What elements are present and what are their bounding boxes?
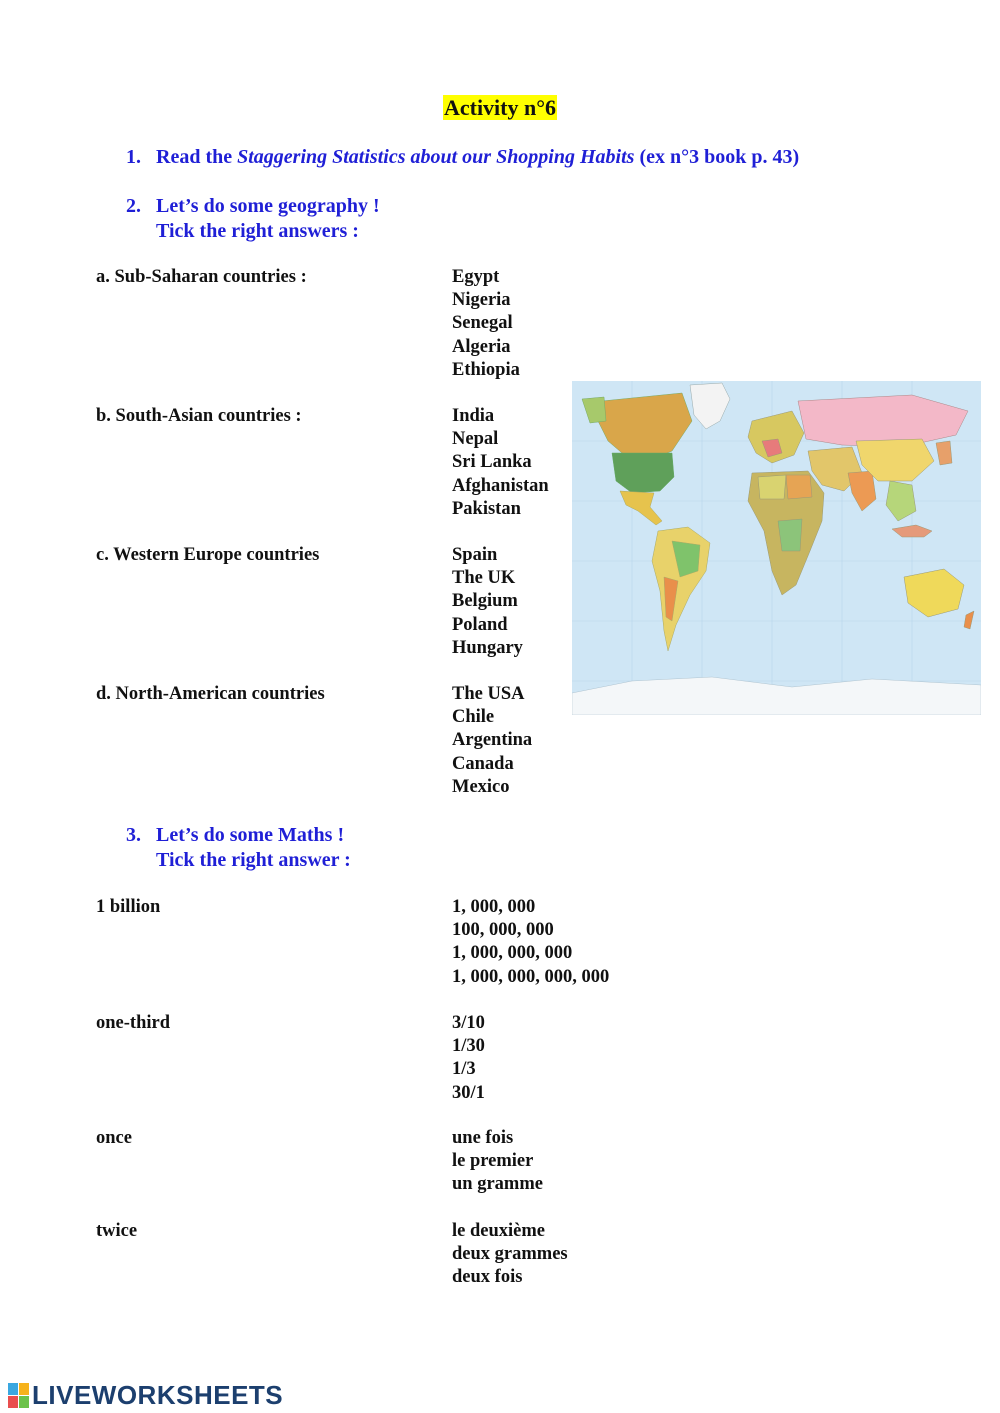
- activity-title-text: Activity n°6: [443, 95, 557, 120]
- instruction-2: [126, 194, 380, 244]
- option-item[interactable]: le premier: [452, 1151, 534, 1172]
- option-item[interactable]: Pakistan: [452, 498, 521, 519]
- option-item[interactable]: 1/3: [452, 1059, 476, 1080]
- liveworksheets-logo: [8, 1381, 283, 1409]
- option-item[interactable]: The UK: [452, 568, 516, 589]
- option-item[interactable]: 1, 000, 000, 000, 000: [452, 966, 610, 987]
- option-item[interactable]: Algeria: [452, 336, 511, 357]
- question-north-american: d. North-American countries: [96, 684, 325, 704]
- option-item[interactable]: Sri Lanka: [452, 452, 532, 473]
- option-item[interactable]: le deuxième: [452, 1221, 545, 1241]
- instruction-1: [126, 145, 799, 170]
- option-item[interactable]: 100, 000, 000: [452, 920, 554, 941]
- question-western-europe: c. Western Europe countries: [96, 545, 320, 565]
- option-item[interactable]: Nepal: [452, 429, 499, 450]
- option-item[interactable]: Nigeria: [452, 290, 511, 311]
- instruction-text: (ex n°3 book p. 43): [634, 146, 800, 168]
- option-item[interactable]: Hungary: [452, 637, 523, 658]
- option-item[interactable]: Afghanistan: [452, 475, 549, 496]
- instruction-number: 3.: [126, 824, 141, 846]
- instruction-subtext: Tick the right answer :: [156, 849, 351, 871]
- logo-blocks-icon: [8, 1383, 29, 1408]
- question-twice: twice: [96, 1221, 138, 1241]
- option-item[interactable]: Egypt: [452, 267, 500, 287]
- option-item[interactable]: un gramme: [452, 1174, 543, 1195]
- instruction-subtext: Tick the right answers :: [156, 220, 359, 242]
- instruction-text: Let’s do some geography !: [156, 195, 380, 217]
- option-item[interactable]: Ethiopia: [452, 359, 520, 380]
- question-once: once: [96, 1128, 132, 1148]
- option-item[interactable]: The USA: [452, 684, 525, 704]
- option-item[interactable]: Canada: [452, 753, 514, 774]
- option-item[interactable]: Mexico: [452, 776, 510, 797]
- option-item[interactable]: 30/1: [452, 1082, 485, 1103]
- option-item[interactable]: Senegal: [452, 313, 513, 334]
- option-item[interactable]: Belgium: [452, 591, 518, 612]
- option-item[interactable]: Spain: [452, 545, 498, 565]
- question-one-third: one-third: [96, 1013, 170, 1033]
- option-item[interactable]: 1, 000, 000, 000: [452, 943, 573, 964]
- option-item[interactable]: deux fois: [452, 1267, 523, 1288]
- instruction-3: [126, 823, 351, 873]
- option-item[interactable]: 1/30: [452, 1036, 485, 1057]
- option-item[interactable]: une fois: [452, 1128, 514, 1148]
- question-south-asian: b. South-Asian countries :: [96, 406, 302, 426]
- option-item[interactable]: Argentina: [452, 730, 533, 751]
- options-twice: [452, 1220, 568, 1290]
- option-item[interactable]: 3/10: [452, 1013, 485, 1033]
- options-north-american: [452, 683, 532, 799]
- options-sub-saharan: [452, 266, 520, 382]
- options-south-asian: [452, 405, 549, 521]
- instruction-number: 2.: [126, 195, 141, 217]
- activity-title: [0, 93, 1000, 123]
- instruction-text: Read the: [156, 146, 238, 168]
- options-1-billion: [452, 896, 609, 989]
- options-one-third: [452, 1012, 485, 1105]
- options-western-europe: [452, 544, 523, 660]
- option-item[interactable]: 1, 000, 000: [452, 897, 536, 917]
- question-1-billion: 1 billion: [96, 897, 161, 917]
- option-item[interactable]: India: [452, 406, 495, 426]
- option-item[interactable]: Poland: [452, 614, 508, 635]
- instruction-number: 1.: [126, 146, 141, 168]
- question-sub-saharan: a. Sub-Saharan countries :: [96, 267, 307, 287]
- option-item[interactable]: deux grammes: [452, 1244, 568, 1265]
- options-once: [452, 1127, 543, 1197]
- instruction-italic-title: Staggering Statistics about our Shopping Habits: [237, 146, 635, 168]
- instruction-text: Let’s do some Maths !: [156, 824, 345, 846]
- brand-text: LIVEWORKSHEETS: [32, 1379, 284, 1410]
- option-item[interactable]: Chile: [452, 707, 495, 728]
- world-map-image: [572, 381, 981, 715]
